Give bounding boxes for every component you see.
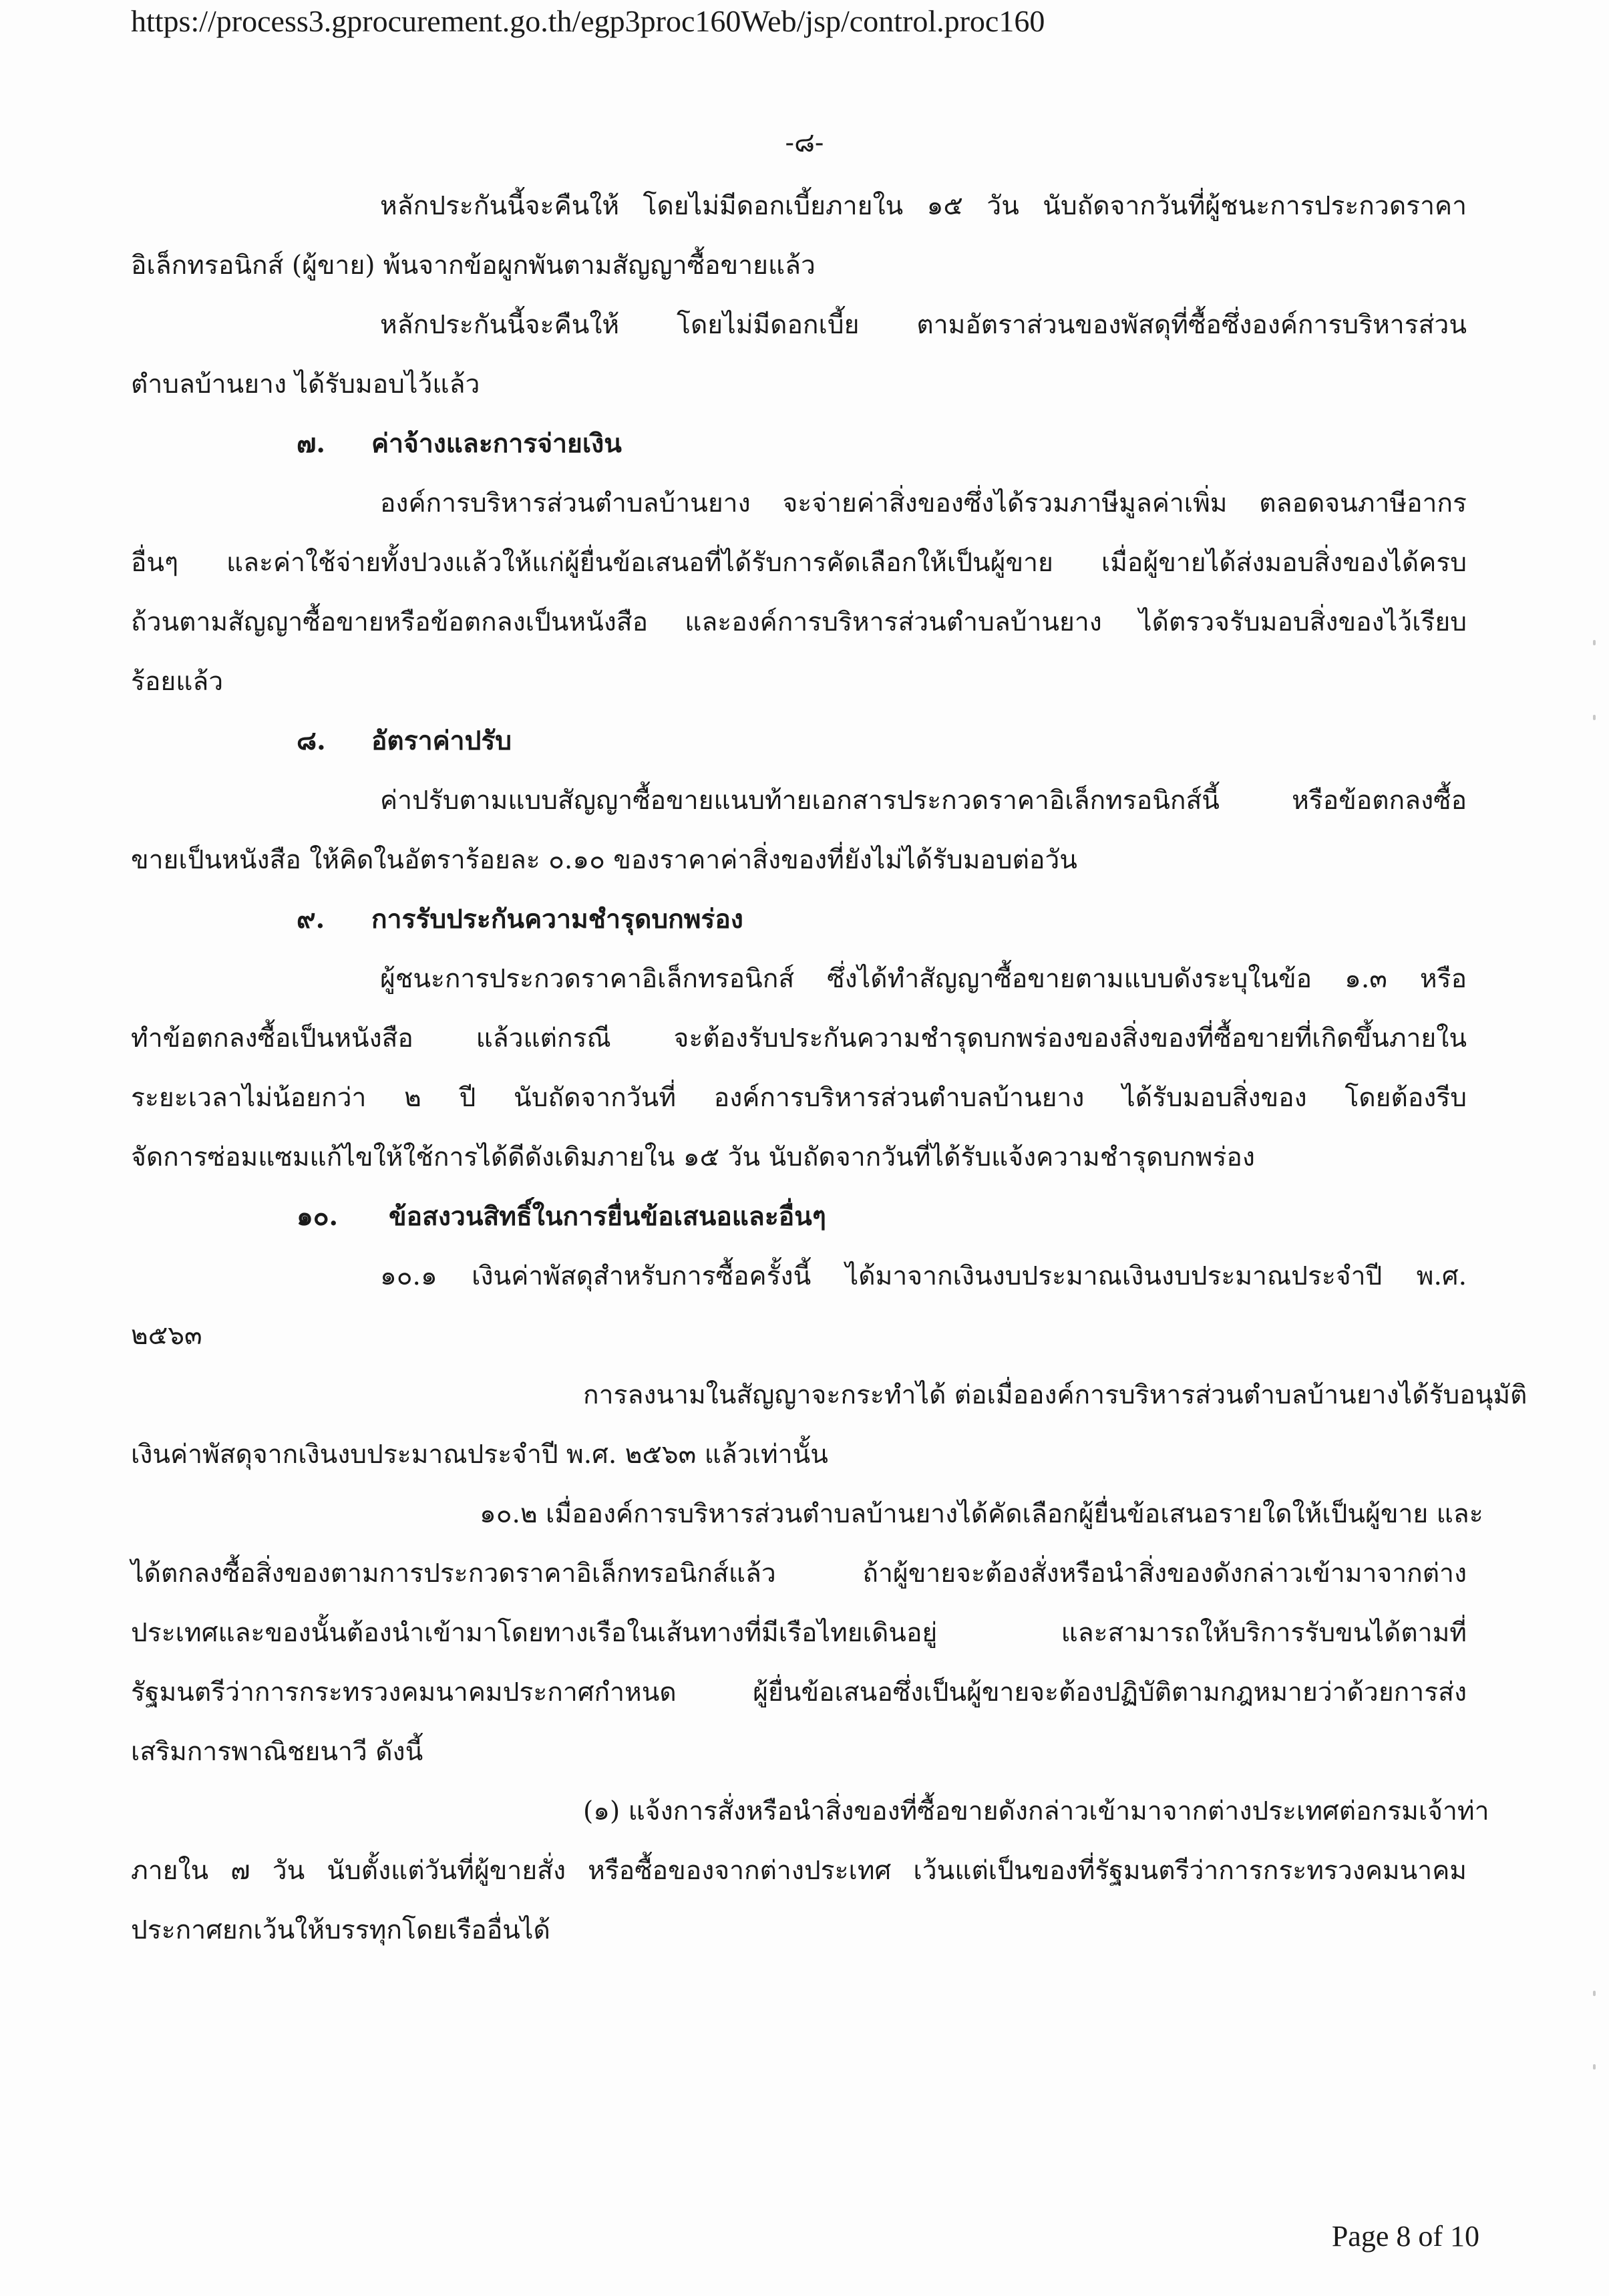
paragraph-line: ระยะเวลาไม่น้อยกว่า ๒ ปี นับถัดจากวันที่ องค์การบริหารส่วนตำบลบ้านยาง ได้รับมอบสิ่งของ โดยต้องรีบ: [131, 1083, 1467, 1113]
clause-line: รัฐมนตรีว่าการกระทรวงคมนาคมประกาศกำหนด ผู้ยื่นข้อเสนอซึ่งเป็นผู้ขายจะต้องปฏิบัติตามกฎหมายว่าด้วยการส่ง: [131, 1677, 1467, 1707]
clause-line: ๒๕๖๓: [131, 1321, 202, 1351]
subclause-line: ประกาศยกเว้นให้บรรทุกโดยเรืออื่นได้: [131, 1915, 550, 1945]
section-heading-7: [131, 414, 1467, 474]
section-heading-10: [131, 1187, 1467, 1247]
paragraph-line: ค่าปรับตามแบบสัญญาซื้อขายแนบท้ายเอกสารประกวดราคาอิเล็กทรอนิกส์นี้ หรือข้อตกลงซื้อ: [380, 786, 1467, 816]
page-marker: -๘-: [785, 128, 824, 158]
subclause-line: (๑) แจ้งการสั่งหรือนำสิ่งของที่ซื้อขายดังกล่าวเข้ามาจากต่างประเทศต่อกรมเจ้าท่า: [583, 1796, 1489, 1826]
scan-speck: [1593, 2064, 1596, 2070]
scan-speck: [1593, 1991, 1596, 1996]
clause-line: เงินค่าพัสดุจากเงินงบประมาณประจำปี พ.ศ. ๒๕๖๓ แล้วเท่านั้น: [131, 1440, 828, 1470]
section-number: ๑๐.: [297, 1201, 339, 1232]
document-url-header: https://process3.gprocurement.go.th/egp3proc160Web/jsp/control.proc160: [131, 4, 1045, 38]
paragraph-line: จัดการซ่อมแซมแก้ไขให้ใช้การได้ดีดังเดิมภายใน ๑๕ วัน นับถัดจากวันที่ได้รับแจ้งความชำรุดบกพร่อง: [131, 1142, 1255, 1172]
clause-line: ๑๐.๑ เงินค่าพัสดุสำหรับการซื้อครั้งนี้ ได้มาจากเงินงบประมาณเงินงบประมาณประจำปี พ.ศ.: [380, 1261, 1467, 1291]
paragraph-line: ผู้ชนะการประกวดราคาอิเล็กทรอนิกส์ ซึ่งได้ทำสัญญาซื้อขายตามแบบดังระบุในข้อ ๑.๓ หรือ: [380, 964, 1467, 994]
section-heading-8: [131, 711, 1467, 771]
clause-line: ประเทศและของนั้นต้องนำเข้ามาโดยทางเรือในเส้นทางที่มีเรือไทยเดินอยู่ และสามารถให้บริการรับขนได้ตามที่: [131, 1618, 1467, 1648]
paragraph-line: ร้อยแล้ว: [131, 667, 224, 697]
section-title: อัตราค่าปรับ: [371, 725, 512, 756]
section-number: ๘.: [297, 725, 326, 756]
section-heading-9: [131, 890, 1467, 949]
paragraph-line: องค์การบริหารส่วนตำบลบ้านยาง จะจ่ายค่าสิ่งของซึ่งได้รวมภาษีมูลค่าเพิ่ม ตลอดจนภาษีอากร: [380, 488, 1467, 518]
scan-speck: [1593, 715, 1596, 720]
paragraph-line: ถ้วนตามสัญญาซื้อขายหรือข้อตกลงเป็นหนังสือ และองค์การบริหารส่วนตำบลบ้านยาง ได้ตรวจรับมอบสิ่งของไว้เรียบ: [131, 607, 1467, 637]
paragraph-line: หลักประกันนี้จะคืนให้ โดยไม่มีดอกเบี้ย ตามอัตราส่วนของพัสดุที่ซื้อซึ่งองค์การบริหารส่วน: [380, 310, 1467, 340]
subclause-line: ภายใน ๗ วัน นับตั้งแต่วันที่ผู้ขายสั่ง หรือซื้อของจากต่างประเทศ เว้นแต่เป็นของที่รัฐมนตรีว่าการกระทรวงคมนาคม: [131, 1856, 1467, 1886]
paragraph-line: ตำบลบ้านยาง ได้รับมอบไว้แล้ว: [131, 369, 480, 399]
section-title: การรับประกันความชำรุดบกพร่อง: [371, 904, 743, 935]
paragraph-line: อื่นๆ และค่าใช้จ่ายทั้งปวงแล้วให้แก่ผู้ยื่นข้อเสนอที่ได้รับการคัดเลือกให้เป็นผู้ขาย เมื่อผู้ขายได้ส่งมอบสิ่งของได้ครบ: [131, 548, 1467, 578]
scan-speck: [1593, 640, 1596, 645]
paragraph-line: ทำข้อตกลงซื้อเป็นหนังสือ แล้วแต่กรณี จะต้องรับประกันความชำรุดบกพร่องของสิ่งของที่ซื้อขายที่เกิดขึ้นภายใน: [131, 1023, 1467, 1053]
paragraph-line: อิเล็กทรอนิกส์ (ผู้ขาย) พ้นจากข้อผูกพันตามสัญญาซื้อขายแล้ว: [131, 251, 816, 281]
section-number: ๗.: [297, 428, 325, 459]
document-body: [131, 176, 1528, 1960]
clause-line: เสริมการพาณิชยนาวี ดังนี้: [131, 1737, 423, 1767]
section-title: ข้อสงวนสิทธิ์ในการยื่นข้อเสนอและอื่นๆ: [389, 1201, 826, 1232]
section-title: ค่าจ้างและการจ่ายเงิน: [371, 428, 622, 459]
clause-line: การลงนามในสัญญาจะกระทำได้ ต่อเมื่อองค์การบริหารส่วนตำบลบ้านยางได้รับอนุมัติ: [583, 1380, 1528, 1410]
page-footer-label: Page 8 of 10: [1331, 2220, 1479, 2253]
paragraph-line: ขายเป็นหนังสือ ให้คิดในอัตราร้อยละ ๐.๑๐ ของราคาค่าสิ่งของที่ยังไม่ได้รับมอบต่อวัน: [131, 845, 1077, 875]
section-number: ๙.: [297, 904, 325, 935]
clause-line: ได้ตกลงซื้อสิ่งของตามการประกวดราคาอิเล็กทรอนิกส์แล้ว ถ้าผู้ขายจะต้องสั่งหรือนำสิ่งของดังกล่าวเข้ามาจากต่าง: [131, 1559, 1467, 1589]
clause-line: ๑๐.๒ เมื่อองค์การบริหารส่วนตำบลบ้านยางได้คัดเลือกผู้ยื่นข้อเสนอรายใดให้เป็นผู้ขาย และ: [480, 1499, 1483, 1529]
paragraph-line: หลักประกันนี้จะคืนให้ โดยไม่มีดอกเบี้ยภายใน ๑๕ วัน นับถัดจากวันที่ผู้ชนะการประกวดราคา: [380, 191, 1467, 221]
